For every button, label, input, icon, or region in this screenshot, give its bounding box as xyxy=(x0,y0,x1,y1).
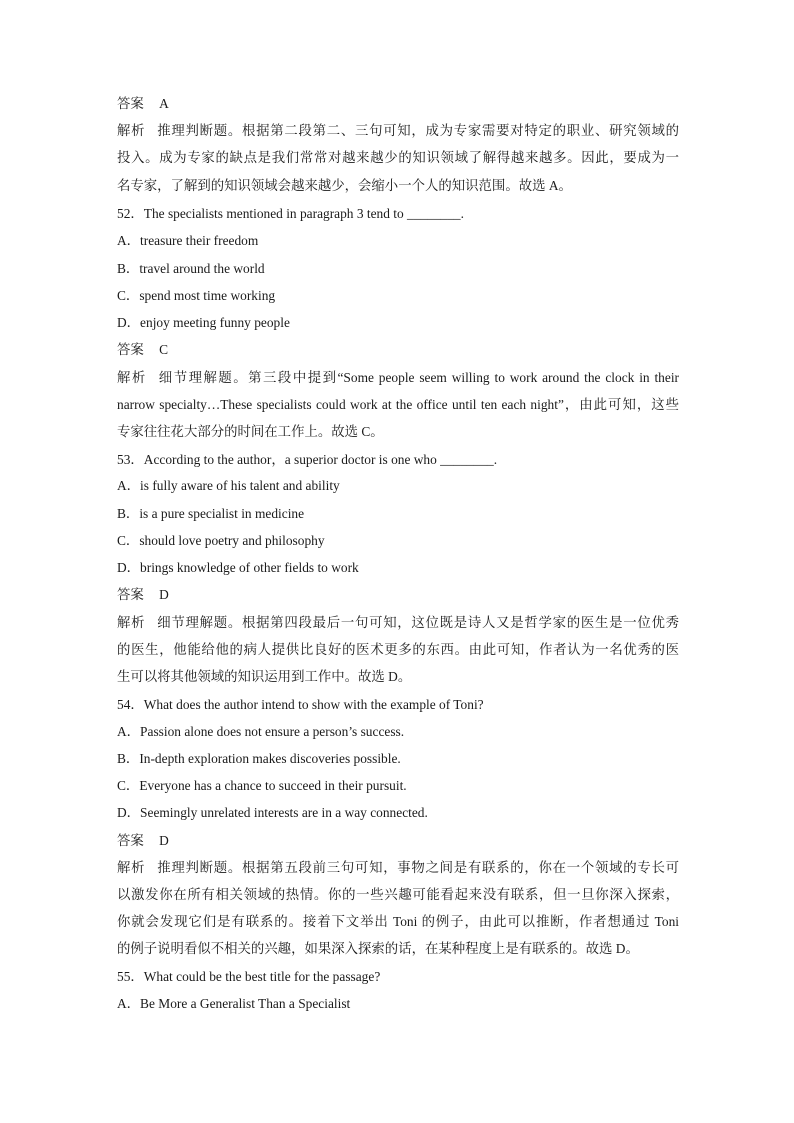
explanation-51-line-1 xyxy=(117,123,679,139)
question-54-option-d: D．Seemingly unrelated interests are in a way connected. xyxy=(117,805,428,820)
question-52-option-b: B．travel around the world xyxy=(117,261,265,276)
answer-value: C xyxy=(159,342,169,357)
answer-label: 答案 xyxy=(117,833,144,848)
question-53-option-b: B．is a pure specialist in medicine xyxy=(117,506,305,521)
explanation-51-line-2: 投入。成为专家的缺点是我们常常对越来越少的知识领域了解得越来越多。因此，要成为一 xyxy=(117,150,679,165)
answer-value: D xyxy=(159,833,169,848)
explanation-text: 细节理解题。第三段中提到“Some people seem willing to work around the clock in their xyxy=(158,370,679,385)
explanation-52-line-1 xyxy=(117,370,679,386)
question-54-option-c: C．Everyone has a chance to succeed in their pursuit. xyxy=(117,778,407,793)
question-52-option-c: C．spend most time working xyxy=(117,288,276,303)
explanation-51-line-3: 名专家，了解到的知识领域会越来越少，会缩小一个人的知识范围。故选 A。 xyxy=(117,178,572,193)
question-55-option-a: A．Be More a Generalist Than a Specialist xyxy=(117,996,351,1011)
answer-value: D xyxy=(159,587,169,602)
question-53-option-a: A．is fully aware of his talent and ability xyxy=(117,478,340,493)
explanation-53-line-3: 生可以将其他领域的知识运用到工作中。故选 D。 xyxy=(117,669,412,684)
question-52-option-d: D．enjoy meeting funny people xyxy=(117,315,290,330)
question-53-option-c: C．should love poetry and philosophy xyxy=(117,533,325,548)
answer-line-54 xyxy=(117,833,679,849)
explanation-52-line-2: narrow specialty…These specialists could work at the office until ten each night”，由此可知，这些 xyxy=(117,397,679,412)
answer-label: 答案 xyxy=(117,342,144,357)
explanation-text: 推理判断题。根据第二段第二、三句可知，成为专家需要对特定的职业、研究领域的 xyxy=(157,123,680,138)
explanation-text: 细节理解题。根据第四段最后一句可知，这位既是诗人又是哲学家的医生是一位优秀 xyxy=(157,615,680,630)
explanation-label: 解析 xyxy=(117,370,147,385)
question-53-option-d: D．brings knowledge of other fields to work xyxy=(117,560,359,575)
question-52-stem: 52．The specialists mentioned in paragraph 3 tend to ________. xyxy=(117,206,464,221)
answer-line-51 xyxy=(117,96,679,112)
answer-line-53 xyxy=(117,587,679,603)
question-54-stem: 54．What does the author intend to show with the example of Toni? xyxy=(117,697,484,712)
question-52-option-a: A．treasure their freedom xyxy=(117,233,259,248)
explanation-54-line-1 xyxy=(117,860,679,876)
explanation-54-line-3: 你就会发现它们是有联系的。接着下文举出 Toni 的例子，由此可以推断，作者想通过 Toni xyxy=(117,914,679,929)
answer-line-52 xyxy=(117,342,679,358)
question-53-stem: 53．According to the author，a superior doctor is one who ________. xyxy=(117,452,498,467)
explanation-54-line-4: 的例子说明看似不相关的兴趣，如果深入探索的话，在某种程度上是有联系的。故选 D。 xyxy=(117,941,639,956)
explanation-label: 解析 xyxy=(117,123,146,138)
explanation-54-line-2: 以激发你在所有相关领域的热情。你的一些兴趣可能看起来没有联系，但一旦你深入探索， xyxy=(117,887,679,902)
answer-label: 答案 xyxy=(117,587,144,602)
question-54-option-a: A．Passion alone does not ensure a person’s success. xyxy=(117,724,405,739)
explanation-53-line-2: 的医生，他能给他的病人提供比良好的医术更多的东西。由此可知，作者认为一名优秀的医 xyxy=(117,642,679,657)
explanation-53-line-1 xyxy=(117,615,679,631)
explanation-label: 解析 xyxy=(117,615,146,630)
answer-label: 答案 xyxy=(117,96,144,111)
explanation-52-line-3: 专家往往花大部分的时间在工作上。故选 C。 xyxy=(117,424,384,439)
question-55-stem: 55．What could be the best title for the passage? xyxy=(117,969,381,984)
answer-value: A xyxy=(159,96,169,111)
question-54-option-b: B．In-depth exploration makes discoveries possible. xyxy=(117,751,401,766)
explanation-text: 推理判断题。根据第五段前三句可知，事物之间是有联系的，你在一个领域的专长可 xyxy=(157,860,680,875)
explanation-label: 解析 xyxy=(117,860,146,875)
